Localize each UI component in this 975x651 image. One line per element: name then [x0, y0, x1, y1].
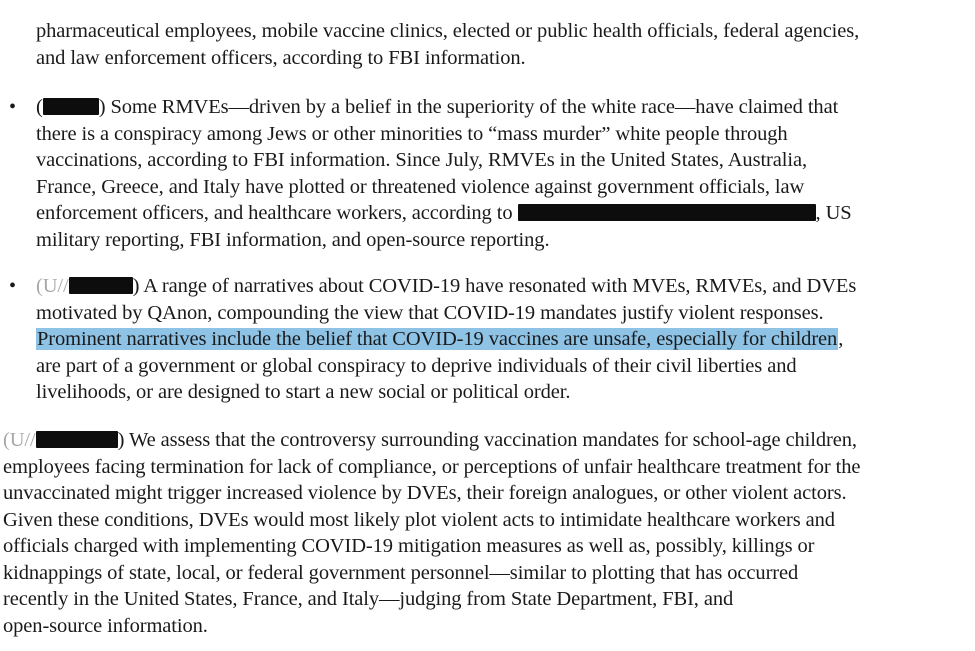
text-line: livelihoods, or are designed to start a new social or political order. — [36, 381, 571, 403]
open-paren: ( — [36, 96, 43, 118]
text-line — [36, 326, 971, 353]
text-segment: ) We assess that the controversy surrounding vaccination mandates for school-age children, — [117, 429, 857, 451]
classification-marking: (U// — [36, 275, 69, 297]
highlighted-text: Prominent narratives include the belief that COVID-19 vaccines are unsafe, especially for children — [37, 328, 838, 350]
text-line: pharmaceutical employees, mobile vaccine clinics, elected or public health officials, federal agencies, — [36, 20, 860, 42]
text-line: unvaccinated might trigger increased violence by DVEs, their foreign analogues, or other violent actors. — [3, 482, 847, 504]
text-line: France, Greece, and Italy have plotted or threatened violence against government officials, law — [36, 175, 805, 198]
text-line: recently in the United States, France, and Italy—judging from State Department, FBI, and — [3, 588, 734, 610]
redaction-box — [518, 204, 816, 221]
text-line: Given these conditions, DVEs would most likely plot violent acts to intimidate healthcare workers and — [3, 508, 835, 531]
text-line — [36, 273, 971, 300]
classification-marking: (U// — [3, 429, 36, 451]
cropped-previous-line — [0, 0, 975, 6]
text-line: employees facing termination for lack of compliance, or perceptions of unfair healthcare treatment for the — [3, 455, 861, 478]
redaction-box — [43, 98, 99, 115]
text-segment: enforcement officers, and healthcare workers, according to — [36, 202, 518, 224]
bullet-paragraph-rmves — [36, 94, 966, 253]
text-segment: , — [838, 328, 844, 350]
assessment-paragraph — [3, 427, 973, 639]
text-line — [36, 200, 966, 227]
redaction-box — [36, 431, 118, 448]
text-segment: ) A range of narratives about COVID-19 have resonated with MVEs, RMVEs, and DVEs — [132, 275, 857, 297]
text-line — [36, 94, 966, 121]
text-segment: ) Some RMVEs—driven by a belief in the superiority of the white race—have claimed that — [98, 96, 839, 118]
text-line — [3, 427, 973, 454]
text-line: military reporting, FBI information, and open-source reporting. — [36, 228, 550, 251]
text-line: open-source information. — [3, 614, 208, 637]
text-line: are part of a government or global conspiracy to deprive individuals of their civil liberties and — [36, 354, 797, 377]
bullet-marker: • — [9, 96, 17, 118]
text-line: there is a conspiracy among Jews or other minorities to “mass murder” white people through — [36, 122, 788, 145]
bullet-paragraph-narratives — [36, 273, 971, 406]
bullet-marker: • — [9, 275, 17, 297]
text-line: motivated by QAnon, compounding the view that COVID-19 mandates justify violent responses. — [36, 301, 824, 324]
redaction-box — [69, 277, 133, 294]
text-segment: , US — [815, 202, 852, 224]
paragraph-continuation — [36, 18, 971, 71]
text-line: officials charged with implementing COVID-19 mitigation measures as well as, possibly, killings or — [3, 535, 815, 557]
text-line: vaccinations, according to FBI information. Since July, RMVEs in the United States, Australia, — [36, 149, 807, 171]
text-line: and law enforcement officers, according to FBI information. — [36, 46, 526, 69]
text-line: kidnappings of state, local, or federal government personnel—similar to plotting that has occurred — [3, 561, 799, 584]
